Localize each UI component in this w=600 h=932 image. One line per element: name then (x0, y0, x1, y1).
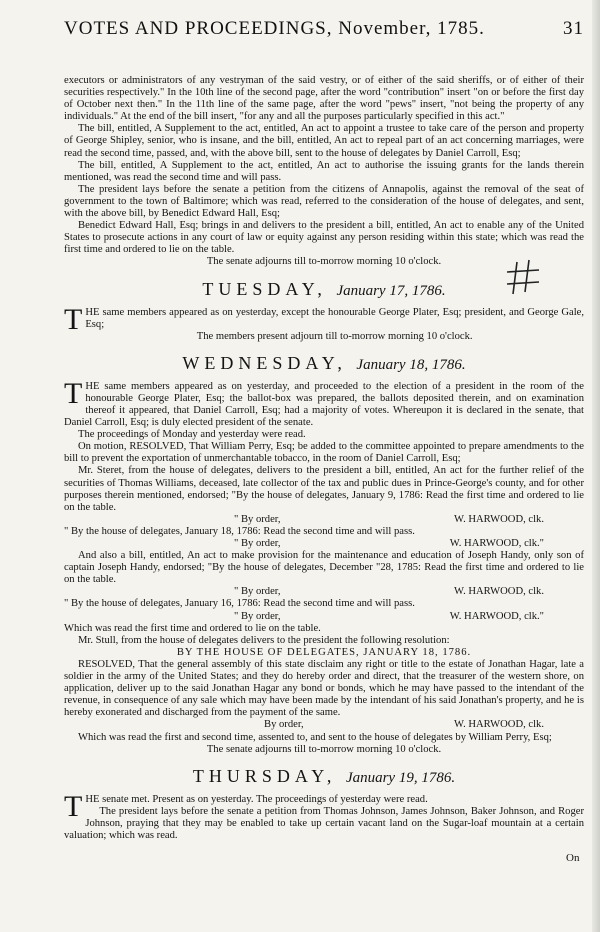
paragraph: " By the house of delegates, January 16, 1786: Read the second time and will pass. (64, 598, 415, 610)
signature-line: " By order, W. HARWOOD, clk." (234, 610, 544, 622)
resolution-heading: BY THE HOUSE OF DELEGATES, JANUARY 18, 1786. (176, 646, 472, 658)
signature-line: " By order, W. HARWOOD, clk." (234, 538, 544, 549)
paragraph: Which was read the first and second time, assented to, and sent to the house of delegates by William Perry, Esq; (78, 731, 552, 743)
header-title: VOTES AND PROCEEDINGS, November, 1785. (64, 18, 485, 39)
adjournment-note: The members present adjourn till to-morrow morning 10 o'clock. (196, 330, 473, 342)
paragraph: The bill, entitled, A Supplement to the act, entitled, An act to appoint a trustee to take care of the person and property of George Shipley, senior, who is insane, and the bill, entitled, An act to repeal part of an act concerning marriages, were read the second time, passed, and, with the above bill, sent to the house of delegates by Daniel Carroll, Esq; (64, 123, 584, 159)
paragraph: The bill, entitled, A Supplement to the act, entitled, An act to authorise the issuing grants for the lands therein mentioned, was read the second time and will pass. (64, 159, 584, 183)
drop-cap: T (64, 376, 83, 410)
paragraph: THE same members appeared as on yesterday, except the honourable George Plater, Esq; president, and George Gale, Esq; (64, 302, 584, 336)
paragraph: The proceedings of Monday and yesterday were read. (78, 429, 306, 441)
paragraph: Which was read the first time and ordered to lie on the table. (64, 622, 321, 634)
day-date: January 18, 1786. (356, 356, 466, 373)
day-heading-thursday (64, 766, 584, 788)
paragraph: The president lays before the senate a petition from the citizens of Annapolis, against the removal of the seat of government to the town of Baltimore; which was read, referred to the consideration of the house of delegates, and sent, with the above bill, by Benedict Edward Hall, Esq; (64, 183, 584, 220)
paragraph: THE senate met. Present as on yesterday. The proceedings of yesterday were read. (64, 789, 428, 823)
day-name: THURSDAY, (192, 765, 337, 786)
day-name: TUESDAY, (202, 278, 327, 299)
paragraph: The president lays before the senate a petition from Thomas Johnson, James Johnson, Baker Johnson, and Roger Johnson, praying that they may be enabled to take up certain vacant land on the Sugar-loaf mountain at a certain valuation; which was read. (64, 805, 584, 841)
paragraph: THE same members appeared as on yesterday, and proceeded to the election of a president in the room of the honourable George Plater, Esq; the ballot-box was prepared, the ballots deposited therein, and on examination thereof it appeared, that Daniel Carroll, Esq; had a majority of votes. Whereupon it is declared in the senate, that Daniel Carroll, Esq; is duly elected president of the senate. (64, 376, 584, 429)
paragraph: executors or administrators of any vestryman of the said vestry, or of either of the said sheriffs, or of either of their securities respectively." In the 10th line of the second page, after the word "contribution" insert "on or before the first day of October next then." In the 11th line of the same page, after the word "pews" insert, "not being the property of any individuals." At the end of the bill insert, "for any and all the purposes particularly specified in this act." (64, 75, 584, 123)
page-edge-shadow (592, 0, 600, 932)
paragraph: " By the house of delegates, January 18, 1786: Read the second time and will pass. (64, 525, 415, 537)
signature-line: " By order, W. HARWOOD, clk. (234, 586, 544, 598)
paragraph: Mr. Steret, from the house of delegates, delivers to the president a bill, entitled, An act for the further relief of the securities of Thomas Williams, deceased, late collector of the tax and public dues in Prince-George's county, and for other purposes therein mentioned, endorsed; "By the house of delegates, January 9, 1786: Read the first time and ordered to lie on the table. (64, 465, 584, 513)
paragraph: On motion, RESOLVED, That William Perry, Esq; be added to the committee appointed to prepare amendments to the bill to prevent the exportation of unmerchantable tobacco, in the room of Daniel Carroll, Esq; (64, 441, 584, 465)
signature-line: " By order, W. HARWOOD, clk. (234, 513, 544, 525)
adjournment-note: The senate adjourns till to-morrow morning 10 o'clock. (206, 743, 442, 755)
page-header (64, 18, 584, 40)
page-number: 31 (563, 18, 584, 39)
signature-line: By order, W. HARWOOD, clk. (264, 719, 544, 731)
drop-cap: T (64, 302, 83, 336)
day-date: January 19, 1786. (345, 769, 456, 786)
day-name: WEDNESDAY, (182, 352, 347, 373)
paragraph: RESOLVED, That the general assembly of this state disclaim any right or title to the estate of Jonathan Hagar, late a soldier in the army of the United States; and they do hereby order and direct, that the treasurer of the western shore, on application, deliver up to the said Jonathan Hagar any bond or bonds, which he may have passed to the intendant of the revenue, in consequence of any sale which may have been made by the intendant of his said Jonathan's property, and he is hereby exonerated and discharged from the payment of the same. (64, 658, 584, 719)
catchword: On (566, 852, 580, 864)
paragraph: Benedict Edward Hall, Esq; brings in and delivers to the president a bill, entitled, An act to enable any of the United States to prosecute actions in any court of law or equity against any person residing within this state; which was read the first time and ordered to lie on the table. (64, 220, 584, 256)
adjournment-note: The senate adjourns till to-morrow morning 10 o'clock. (206, 256, 442, 268)
drop-cap: T (64, 789, 83, 823)
day-heading-wednesday (64, 353, 584, 375)
paragraph: And also a bill, entitled, An act to make provision for the maintenance and education of Joseph Handy, only son of captain Joseph Handy, endorsed; "By the house of delegates, December "28, 1785: Read the first time and ordered to lie on the table. (64, 550, 584, 586)
day-heading-tuesday (64, 279, 584, 301)
paragraph: Mr. Stull, from the house of delegates delivers to the president the following resolution: (78, 634, 450, 646)
document-body (64, 75, 584, 842)
day-date: January 17, 1786. (336, 282, 446, 299)
